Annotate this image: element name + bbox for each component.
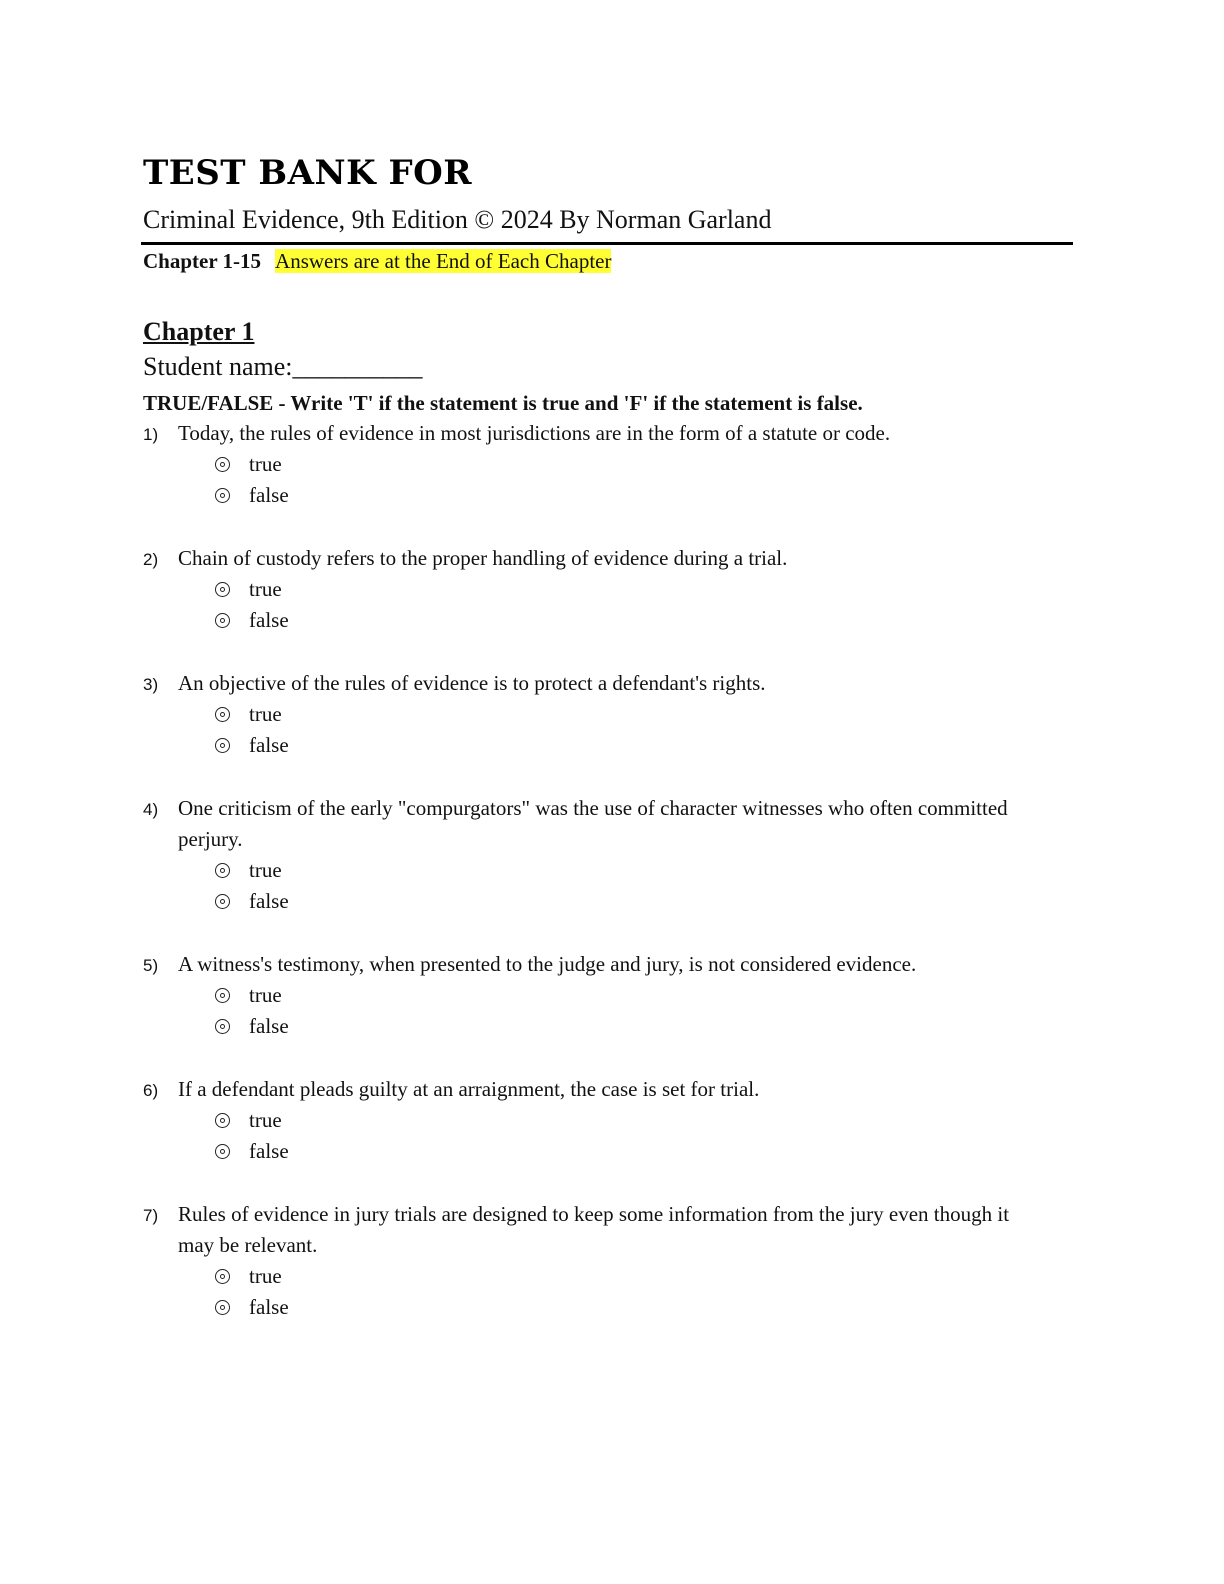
option-label: false [249, 1014, 289, 1038]
option-false[interactable] [215, 1292, 1063, 1323]
option-false[interactable] [215, 480, 1063, 511]
question-6 [143, 1074, 1063, 1167]
option-label: true [249, 577, 282, 601]
true-false-instructions: TRUE/FALSE - Write 'T' if the statement is true and 'F' if the statement is false. [143, 391, 863, 415]
radio-option-icon[interactable] [215, 1019, 230, 1034]
question-text: A witness's testimony, when presented to the judge and jury, is not considered evidence. [178, 952, 917, 976]
question-text: Rules of evidence in jury trials are designed to keep some information from the jury even though it may be relevant. [178, 1202, 1010, 1257]
option-true[interactable] [215, 980, 1063, 1011]
question-text: One criticism of the early "compurgators" was the use of character witnesses who often committed perjury. [178, 796, 1008, 851]
option-label: false [249, 608, 289, 632]
option-false[interactable] [215, 730, 1063, 761]
option-false[interactable] [215, 1136, 1063, 1167]
option-label: false [249, 1139, 289, 1163]
question-number: 4) [143, 800, 159, 819]
question-text: If a defendant pleads guilty at an arraignment, the case is set for trial. [178, 1077, 760, 1101]
option-true[interactable] [215, 1105, 1063, 1136]
radio-option-icon[interactable] [215, 1144, 230, 1159]
question-number: 3) [143, 675, 159, 694]
radio-option-icon[interactable] [215, 707, 230, 722]
option-label: false [249, 483, 289, 507]
option-true[interactable] [215, 699, 1063, 730]
option-false[interactable] [215, 886, 1063, 917]
question-number: 7) [143, 1206, 159, 1225]
question-1 [143, 418, 1063, 511]
question-number: 5) [143, 956, 159, 975]
chapter-heading: Chapter 1 [143, 317, 255, 346]
radio-option-icon[interactable] [215, 894, 230, 909]
question-3 [143, 668, 1063, 761]
answers-note-highlight: Answers are at the End of Each Chapter [275, 249, 612, 273]
option-true[interactable] [215, 574, 1063, 605]
option-label: true [249, 702, 282, 726]
option-true[interactable] [215, 855, 1063, 886]
option-true[interactable] [215, 1261, 1063, 1292]
radio-option-icon[interactable] [215, 738, 230, 753]
question-5 [143, 949, 1063, 1042]
question-7 [143, 1199, 1063, 1323]
option-false[interactable] [215, 1011, 1063, 1042]
document-title: TEST BANK FOR [143, 153, 473, 193]
question-4 [143, 793, 1063, 917]
question-text: Chain of custody refers to the proper handling of evidence during a trial. [178, 546, 788, 570]
student-name-field: Student name:__________ [143, 352, 423, 381]
question-text: An objective of the rules of evidence is to protect a defendant's rights. [178, 671, 766, 695]
option-label: false [249, 889, 289, 913]
radio-option-icon[interactable] [215, 582, 230, 597]
option-false[interactable] [215, 605, 1063, 636]
option-label: true [249, 1264, 282, 1288]
radio-option-icon[interactable] [215, 1113, 230, 1128]
option-label: true [249, 452, 282, 476]
option-label: false [249, 1295, 289, 1319]
document-subtitle: Criminal Evidence, 9th Edition © 2024 By Norman Garland [143, 205, 772, 234]
chapter-range: Chapter 1-15 [143, 249, 262, 273]
header-divider [141, 242, 1073, 245]
radio-option-icon[interactable] [215, 613, 230, 628]
radio-option-icon[interactable] [215, 457, 230, 472]
radio-option-icon[interactable] [215, 488, 230, 503]
question-text: Today, the rules of evidence in most jurisdictions are in the form of a statute or code. [178, 421, 891, 445]
question-number: 1) [143, 425, 159, 444]
question-number: 6) [143, 1081, 159, 1100]
option-label: true [249, 983, 282, 1007]
radio-option-icon[interactable] [215, 988, 230, 1003]
question-2 [143, 543, 1063, 636]
option-true[interactable] [215, 449, 1063, 480]
question-number: 2) [143, 550, 159, 569]
radio-option-icon[interactable] [215, 1269, 230, 1284]
chapter-range-line [143, 247, 611, 275]
radio-option-icon[interactable] [215, 1300, 230, 1315]
radio-option-icon[interactable] [215, 863, 230, 878]
option-label: false [249, 733, 289, 757]
option-label: true [249, 858, 282, 882]
option-label: true [249, 1108, 282, 1132]
